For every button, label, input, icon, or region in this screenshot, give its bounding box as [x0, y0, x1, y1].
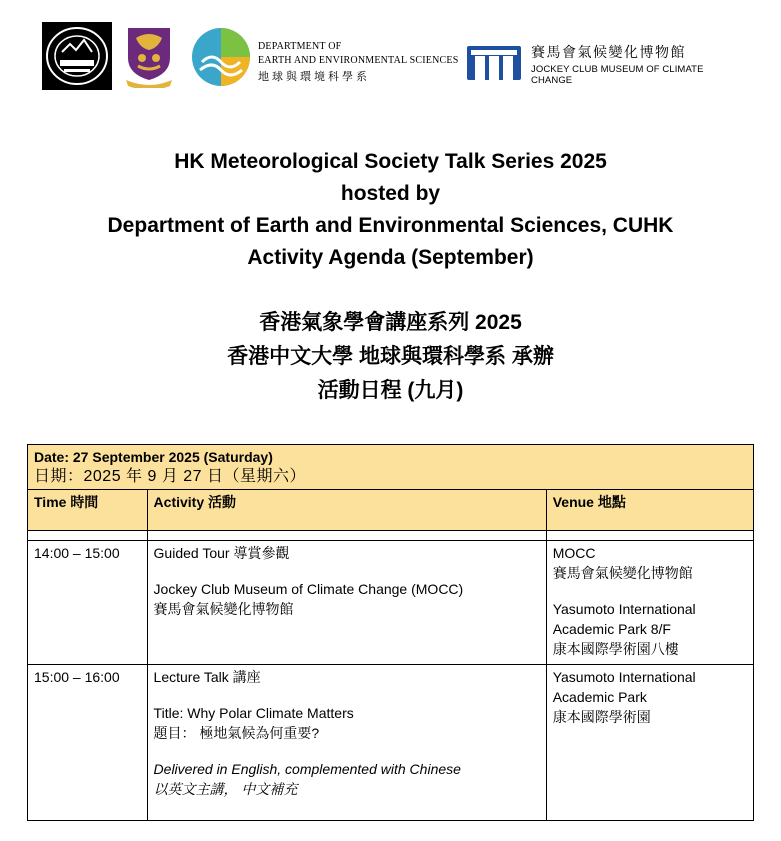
column-header-venue: Venue 地點: [546, 490, 753, 531]
venue-line: 康本國際學術園八樓: [552, 641, 679, 657]
activity-detail-cn: 題目： 極地氣候為何重要?: [153, 725, 320, 741]
dees-name-en: DEPARTMENT OF EARTH AND ENVIRONMENTAL SCIENCES: [258, 41, 459, 66]
title-line-cn: 香港中文大學 地球與環科學系 承辦: [227, 345, 554, 368]
agenda-table: [27, 444, 754, 821]
title-line-cn: 香港氣象學會講座系列 2025: [259, 311, 522, 334]
title-line-cn: 活動日程 (九月): [317, 379, 464, 402]
dees-logo: [190, 26, 460, 88]
activity-cell: [147, 665, 546, 821]
language-note-cn: 以英文主講， 中文補充: [153, 781, 298, 797]
title-block-en: [0, 146, 781, 274]
spacer-row: [28, 531, 754, 541]
venue-line: Academic Park: [552, 689, 647, 705]
time-cell: 14:00 – 15:00: [28, 541, 148, 665]
venue-cell: [546, 665, 753, 821]
language-note: Delivered in English, complemented with Chinese: [153, 761, 461, 777]
venue-line: Academic Park 8/F: [552, 621, 671, 637]
activity-detail: Title: Why Polar Climate Matters: [153, 705, 354, 721]
dees-name-cn: 地球與環境科學系: [258, 71, 370, 83]
date-en: Date: 27 September 2025 (Saturday): [34, 449, 273, 465]
cuhk-logo: [124, 24, 174, 88]
mocc-emblem-icon: [465, 42, 523, 84]
table-row: [28, 665, 754, 821]
dees-emblem-icon: [190, 26, 256, 88]
activity-title: Lecture Talk 講座: [153, 669, 261, 685]
mocc-logo: [465, 42, 745, 84]
title-line: Department of Earth and Environmental Sciences, CUHK: [107, 214, 674, 237]
title-line: Activity Agenda (September): [247, 246, 534, 269]
mocc-name-cn: 賽馬會氣候變化博物館: [531, 44, 686, 60]
table-row: [28, 541, 754, 665]
logo-bar: [42, 22, 742, 90]
venue-line: 賽馬會氣候變化博物館: [552, 565, 693, 581]
activity-detail: Jockey Club Museum of Climate Change (MOCC): [153, 581, 464, 597]
title-line: HK Meteorological Society Talk Series 2025: [174, 150, 607, 173]
date-cn: 日期：2025 年 9 月 27 日（星期六）: [34, 468, 307, 485]
hkms-logo: [42, 22, 112, 90]
column-header-time: Time 時間: [28, 490, 148, 531]
date-row: [28, 445, 754, 490]
activity-title: Guided Tour 導賞參觀: [153, 545, 290, 561]
title-block-cn: [0, 306, 781, 408]
column-header-row: [28, 490, 754, 531]
venue-line: 康本國際學術園: [552, 709, 651, 725]
column-header-activity: Activity 活動: [147, 490, 546, 531]
mocc-name-en: JOCKEY CLUB MUSEUM OF CLIMATE CHANGE: [531, 64, 704, 86]
title-line: hosted by: [340, 182, 441, 205]
venue-cell: [546, 541, 753, 665]
activity-detail-cn: 賽馬會氣候變化博物館: [153, 601, 294, 617]
venue-line: Yasumoto International: [552, 669, 696, 685]
time-cell: 15:00 – 16:00: [28, 665, 148, 821]
activity-cell: [147, 541, 546, 665]
date-cell: [28, 445, 754, 490]
venue-line: Yasumoto International: [552, 601, 696, 617]
venue-line: MOCC: [552, 545, 596, 561]
